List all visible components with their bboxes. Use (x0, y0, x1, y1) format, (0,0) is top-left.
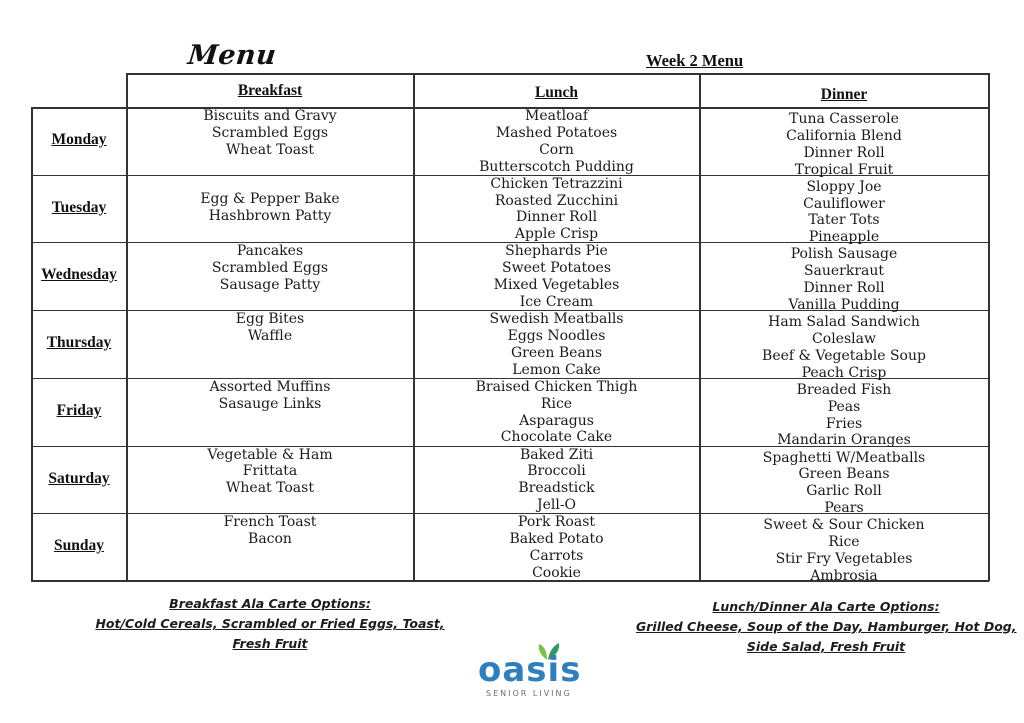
lunch-cell-thursday (414, 311, 699, 379)
menu-item: Mixed Vegetables (493, 277, 620, 294)
menu-item: Apple Crisp (514, 226, 599, 243)
menu-item: Butterscotch Pudding (479, 158, 634, 175)
menu-item: Garlic Roll (806, 483, 882, 500)
lunch-cell-monday (414, 108, 699, 176)
menu-item: Dinner Roll (515, 209, 598, 226)
menu-item: Frittata (242, 463, 298, 480)
menu-item: Ice Cream (519, 294, 594, 311)
menu-item: Tuna Casserole (789, 111, 899, 127)
menu-item: Pork Roast (517, 514, 596, 531)
lunch-dinner-options (636, 597, 1016, 657)
lunch-cell-friday (414, 379, 699, 447)
menu-item: Spaghetti W/Meatballs (762, 449, 926, 466)
dinner-cell-thursday (700, 314, 988, 382)
menu-item: Breaded Fish (796, 381, 892, 398)
breakfast-cell-friday (127, 379, 413, 413)
menu-item: Sasauge Links (218, 395, 322, 412)
menu-item: Broccoli (527, 463, 586, 480)
menu-item: Sweet & Sour Chicken (763, 517, 925, 534)
week-label: Week 2 Menu (646, 51, 744, 70)
menu-item: Scrambled Eggs (211, 124, 329, 141)
menu-item: Egg Bites (235, 311, 305, 328)
menu-item: Peach Crisp (801, 364, 887, 381)
menu-item: Bacon (248, 531, 292, 548)
day-label-saturday: Saturday (48, 469, 110, 487)
header-breakfast: Breakfast (237, 82, 303, 99)
breakfast-options-line: Fresh Fruit (232, 636, 308, 651)
menu-item: Sauerkraut (803, 263, 885, 280)
day-label-wednesday: Wednesday (41, 266, 117, 284)
menu-item: Sweet Potatoes (502, 260, 611, 277)
table-border-top (126, 73, 989, 75)
breakfast-options-line: Hot/Cold Cereals, Scrambled or Fried Eggs, Toast, (95, 616, 445, 631)
day-label-monday: Monday (51, 131, 107, 148)
menu-item: Carrots (529, 547, 584, 564)
menu-item: Sausage Patty (219, 277, 321, 294)
lunch-cell-saturday (414, 447, 699, 515)
lunch-cell-tuesday (414, 176, 699, 244)
breakfast-cell-sunday (127, 514, 413, 548)
menu-item: Meatloaf (524, 108, 589, 124)
menu-item: Pears (824, 500, 864, 517)
menu-item: Coleslaw (812, 330, 876, 347)
menu-item: Vegetable & Ham (207, 446, 333, 463)
menu-item: Beef & Vegetable Soup (762, 347, 926, 364)
menu-item: French Toast (223, 514, 317, 531)
breakfast-cell-monday (127, 108, 413, 159)
menu-item: Chocolate Cake (500, 429, 613, 446)
day-label-thursday: Thursday (46, 334, 112, 352)
menu-item: Stir Fry Vegetables (775, 550, 913, 567)
menu-item: Polish Sausage (790, 246, 898, 263)
dinner-cell-wednesday (700, 246, 988, 314)
menu-item: Sloppy Joe (806, 178, 882, 195)
menu-item: Braised Chicken Thigh (475, 378, 638, 395)
menu-item: Scrambled Eggs (211, 260, 329, 277)
logo-tagline: SENIOR LIVING (486, 689, 572, 698)
menu-item: Peas (827, 398, 861, 415)
dinner-cell-friday (700, 382, 988, 450)
menu-item: Dinner Roll (803, 280, 885, 297)
day-label-friday: Friday (56, 401, 102, 419)
menu-item: Ham Salad Sandwich (768, 314, 920, 331)
menu-item: Ambrosia (810, 567, 878, 584)
menu-item: Assorted Muffins (209, 378, 331, 395)
breakfast-cell-saturday (127, 447, 413, 498)
header-lunch: Lunch (534, 84, 579, 101)
menu-item: Mashed Potatoes (495, 124, 618, 141)
menu-item: Jell-O (536, 497, 577, 514)
menu-item: Roasted Zucchini (494, 192, 619, 209)
lunch-dinner-options-heading: Lunch/Dinner Ala Carte Options: (712, 599, 940, 614)
day-label-sunday: Sunday (54, 537, 104, 555)
menu-item: Wheat Toast (226, 480, 314, 497)
breakfast-cell-tuesday (127, 191, 413, 225)
menu-item: Hashbrown Patty (208, 207, 332, 224)
menu-item: Eggs Noodles (507, 327, 606, 344)
lunch-dinner-options-line: Grilled Cheese, Soup of the Day, Hamburger, Hot Dog, (636, 619, 1017, 634)
menu-item: Mandarin Oranges (777, 432, 911, 449)
menu-item: Fries (825, 415, 863, 432)
menu-item: Tater Tots (808, 212, 880, 229)
menu-item: California Blend (786, 127, 902, 144)
menu-item: Baked Potato (509, 531, 604, 548)
lunch-dinner-options-line: Side Salad, Fresh Fruit (746, 639, 906, 654)
menu-item: Tropical Fruit (794, 161, 894, 178)
menu-item: Cauliflower (803, 195, 885, 212)
breakfast-cell-wednesday (127, 243, 413, 294)
lunch-cell-wednesday (414, 243, 699, 311)
menu-item: Wheat Toast (226, 141, 314, 158)
menu-item: Pineapple (808, 229, 880, 246)
menu-title: Menu (186, 40, 278, 71)
menu-item: Chicken Tetrazzini (490, 175, 623, 192)
menu-item: Biscuits and Gravy (203, 108, 337, 124)
dinner-cell-monday (700, 111, 988, 179)
table-border-right (988, 73, 990, 581)
menu-item: Swedish Meatballs (489, 311, 624, 328)
header-dinner: Dinner (820, 86, 868, 103)
menu-item: Corn (539, 141, 574, 158)
menu-item: Egg & Pepper Bake (200, 190, 340, 207)
menu-item: Asparagus (519, 412, 594, 429)
menu-item: Rice (828, 534, 860, 551)
breakfast-options (90, 594, 450, 654)
day-label-tuesday: Tuesday (51, 198, 107, 216)
menu-item: Green Beans (798, 466, 890, 483)
lunch-cell-sunday (414, 514, 699, 582)
breakfast-cell-thursday (127, 311, 413, 345)
menu-item: Waffle (247, 327, 293, 344)
menu-item: Cookie (532, 564, 581, 581)
logo-wordmark: oasis (478, 650, 582, 690)
oasis-logo (472, 640, 584, 700)
dinner-cell-sunday (700, 517, 988, 585)
menu-item: Lemon Cake (512, 361, 601, 378)
menu-item: Shephards Pie (505, 243, 608, 260)
menu-item: Green Beans (510, 344, 603, 361)
menu-item: Baked Ziti (519, 446, 594, 463)
menu-item: Vanilla Pudding (788, 297, 900, 314)
menu-item: Pancakes (236, 243, 304, 260)
menu-item: Dinner Roll (803, 144, 885, 161)
breakfast-options-heading: Breakfast Ala Carte Options: (169, 596, 371, 611)
menu-item: Breadstick (518, 480, 595, 497)
dinner-cell-tuesday (700, 179, 988, 247)
menu-item: Rice (540, 395, 573, 412)
dinner-cell-saturday (700, 450, 988, 518)
